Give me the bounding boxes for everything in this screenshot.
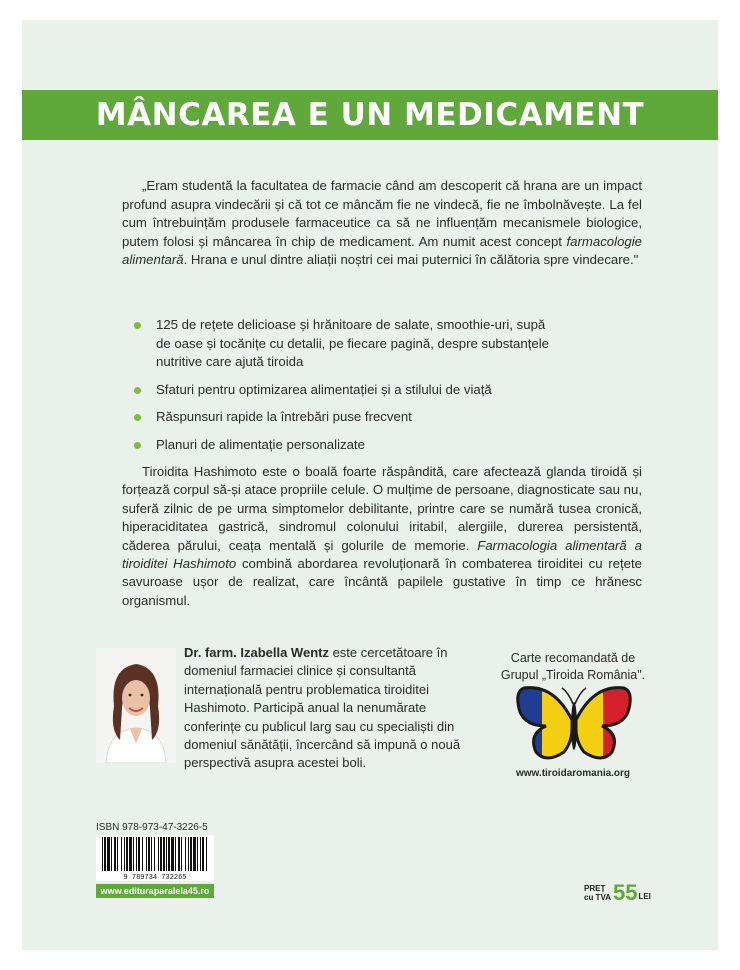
barcode-bar <box>111 837 112 871</box>
bullet-dot-icon <box>134 442 141 449</box>
barcode-bar <box>181 837 182 871</box>
author-bio: Dr. farm. Izabella Wentz este cercetătoare în domeniul farmaciei clinice și consultantă internațională pentru problematica tiroiditei Hashimoto. Participă anual la nenumărate conferințe cu publicul larg sau cu specialiști din domeniul sănătății, încercând să impună o nouă perspectivă asupra acestei boli. <box>184 645 461 771</box>
isbn-number: ISBN 978-973-47-3226-5 <box>96 822 208 833</box>
author-portrait-icon <box>96 648 176 763</box>
barcode-bar <box>206 837 207 871</box>
barcode-bar <box>142 837 143 871</box>
barcode-bar <box>202 837 204 871</box>
feature-list <box>134 316 554 463</box>
website-link: www.tiroidaromania.org <box>515 768 631 779</box>
barcode-bar <box>166 837 167 871</box>
barcode-bar <box>178 837 180 871</box>
barcode-bar <box>104 837 106 871</box>
barcode-digits: 9 789734 732265 <box>123 874 187 881</box>
barcode-bar <box>158 837 159 871</box>
publisher-url: www.edituraparalela45.ro <box>96 884 214 898</box>
barcode-bar <box>126 837 128 871</box>
butterfly-logo-icon <box>514 682 634 764</box>
barcode-bar <box>175 837 176 871</box>
barcode-bar <box>102 837 103 871</box>
price-vat-label: cu TVA <box>584 893 611 902</box>
barcode-bar <box>188 837 189 871</box>
barcode-bar <box>171 837 174 871</box>
barcode-bar <box>148 837 150 871</box>
bullet-dot-icon <box>134 414 141 421</box>
bullet-dot-icon <box>134 387 141 394</box>
barcode-bar <box>197 837 198 871</box>
barcode-bar <box>160 837 162 871</box>
barcode-bar <box>151 837 152 871</box>
recommendation-note: Carte recomandată de Grupul „Tiroida România". <box>500 651 646 682</box>
barcode-bar <box>185 837 186 871</box>
barcode-bar <box>154 837 155 871</box>
barcode-bar <box>200 837 201 871</box>
price-value: 55 <box>612 880 638 905</box>
price-label: PREȚ <box>584 884 606 893</box>
feature-item: Răspunsuri rapide la întrebări puse frecvent <box>134 408 554 427</box>
barcode-bar <box>163 837 165 871</box>
barcode-bar <box>114 837 116 871</box>
price-tag <box>584 882 651 904</box>
book-description: Tiroidita Hashimoto este o boală foarte răspândită, care afectează glanda tiroidă și forțează corpul să-și atace propriile celule. O mulțime de persoane, diagnosticate sau nu, suferă zilnic de pe urma simptomelor debilitante, printre care se numără tusea cronică, hiperaciditatea gastrică, sindromul colonului iritabil, alergiile, durerea persistentă, căderea părului, ceața mentală și golurile de memorie. Farmacologia alimentară a tiroiditei Hashimoto combină abordarea revoluționară în combaterea tiroiditei cu rețete savuroase ușor de realizat, care încântă papilele gustative în timp ce hrănesc organismul. <box>122 464 642 608</box>
barcode-bar <box>124 837 125 871</box>
author-photo <box>96 648 176 763</box>
title-banner: MÂNCAREA E UN MEDICAMENT <box>22 90 718 140</box>
feature-item: Planuri de alimentație personalizate <box>134 436 554 455</box>
author-quote: „Eram studentă la facultatea de farmacie când am descoperit că hrana are un impact profund asupra vindecării și că tot ce mâncăm fie ne vindecă, fie ne îmbolnăvește. La fel cum întrebuințăm produsele farmaceutice ca să ne influențăm mecanismele biologice, putem folosi și mâncarea în chip de medicament. Am numit acest concept farmacologie alimentară. Hrana e unul dintre aliații noștri cei mai puternici în călătoria spre vindecare." <box>122 178 642 267</box>
barcode-bar <box>117 837 118 871</box>
barcode-bar <box>168 837 170 871</box>
barcode-icon <box>96 835 214 881</box>
feature-item: 125 de rețete delicioase și hrănitoare de salate, smoothie-uri, supă de oase și tocănițe cu detalii, pe fiecare pagină, despre substanțele nutritive care ajută tiroida <box>134 316 554 372</box>
barcode-bar <box>121 837 122 871</box>
barcode-bar <box>190 837 192 871</box>
feature-item: Sfaturi pentru optimizarea alimentației și a stilului de viață <box>134 381 554 400</box>
barcode-bar <box>193 837 196 871</box>
price-currency: LEI <box>638 892 651 901</box>
barcode-bar <box>146 837 147 871</box>
book-back-cover <box>22 20 718 950</box>
bullet-dot-icon <box>134 322 141 329</box>
barcode-bar <box>138 837 140 871</box>
barcode-bar <box>107 837 110 871</box>
barcode-bar <box>129 837 132 871</box>
barcode-bar <box>133 837 134 871</box>
barcode-bar <box>136 837 137 871</box>
